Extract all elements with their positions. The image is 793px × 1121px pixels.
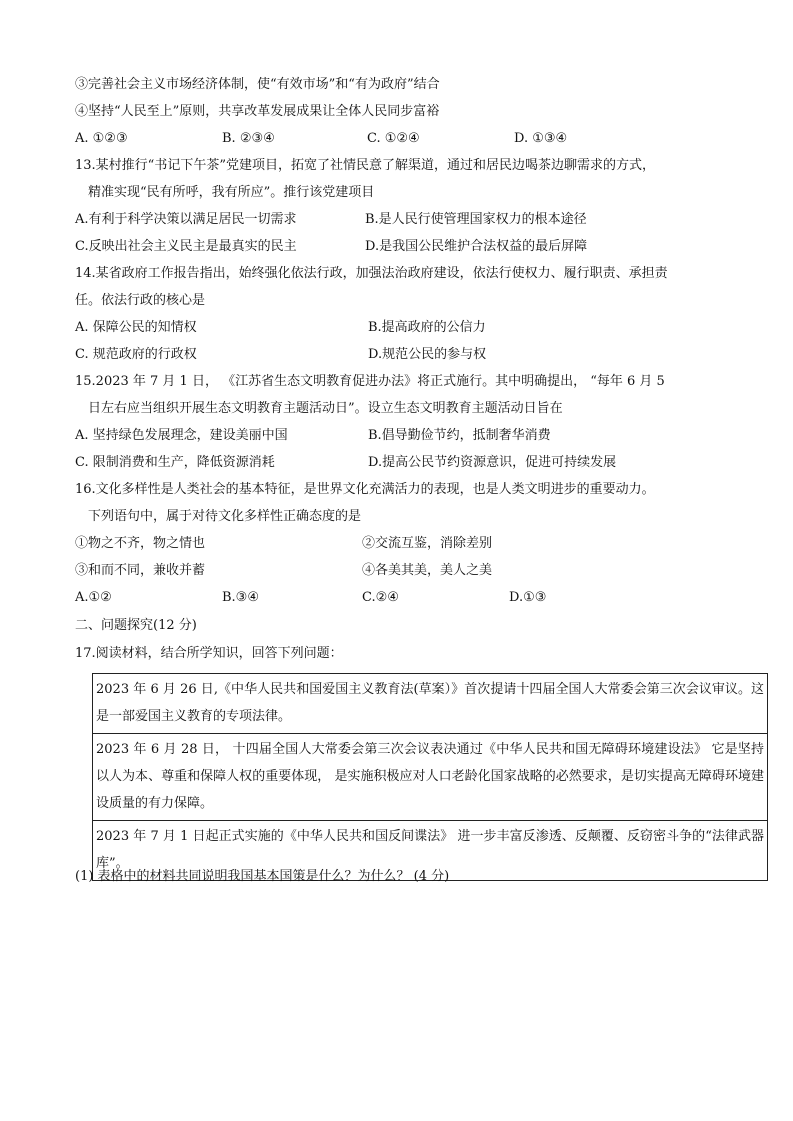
- q14-option-c: C. 规范政府的行政权: [75, 347, 197, 362]
- table-row: [93, 734, 768, 821]
- q16-stem-line2: 下列语句中，属于对待文化多样性正确态度的是: [88, 509, 362, 524]
- q12-item-3: ③完善社会主义市场经济体制，使“有效市场”和“有为政府”结合: [75, 77, 440, 92]
- q17-prompt: 17.阅读材料，结合所学知识，回答下列问题：: [75, 646, 343, 661]
- q15-option-b: B.倡导勤俭节约，抵制奢华消费: [368, 428, 551, 443]
- q14-option-b: B.提高政府的公信力: [368, 320, 486, 335]
- q13-stem-line2: 精准实现“民有所呼，我有所应”。推行该党建项目: [88, 185, 375, 200]
- q16-option-b: B.③④: [222, 590, 259, 605]
- q14-option-d: D.规范公民的参与权: [368, 347, 487, 362]
- q16-statement-4: ④各美其美，美人之美: [362, 563, 493, 578]
- q16-option-c: C.②④: [362, 590, 399, 605]
- q15-option-a: A. 坚持绿色发展理念，建设美丽中国: [75, 428, 288, 443]
- q15-option-d: D.提高公民节约资源意识，促进可持续发展: [368, 455, 617, 470]
- q17-material-table: [92, 673, 768, 881]
- q16-statement-2: ②交流互鉴，消除差别: [362, 536, 493, 551]
- q14-stem-line2: 任。依法行政的核心是: [75, 293, 206, 308]
- q13-option-b: B.是人民行使管理国家权力的根本途径: [365, 212, 587, 227]
- q15-stem-line1: 15.2023 年 7 月 1 日， 《江苏省生态文明教育促进办法》将正式施行。其中明确提出， “每年 6 月 5: [75, 374, 665, 389]
- q16-option-d: D.①③: [509, 590, 547, 605]
- table-row: [93, 674, 768, 734]
- q17-material-2: 2023 年 6 月 28 日， 十四届全国人大常委会第三次会议表决通过《中华人民共和国无障碍环境建设法》 它是坚持以人为本、尊重和保障人权的重要体现， 是实施积极应对人口老龄化国家战略的必然要求，是切实提高无障碍环境建设质量的有力保障。: [93, 734, 768, 821]
- q14-option-a: A. 保障公民的知情权: [75, 320, 197, 335]
- q16-stem-line1: 16.文化多样性是人类社会的基本特征，是世界文化充满活力的表现，也是人类文明进步的重要动力。: [75, 482, 655, 497]
- q13-option-c: C.反映出社会主义民主是最真实的民主: [75, 239, 297, 254]
- q15-option-c: C. 限制消费和生产，降低资源消耗: [75, 455, 275, 470]
- q12-item-4: ④坚持“人民至上”原则，共享改革发展成果让全体人民同步富裕: [75, 104, 440, 119]
- q12-option-c: C. ①②④: [367, 131, 420, 146]
- q12-option-a: A. ①②③: [75, 131, 128, 146]
- q15-stem-line2: 日左右应当组织开展生态文明教育主题活动日”。设立生态文明教育主题活动日旨在: [88, 401, 563, 416]
- q14-stem-line1: 14.某省政府工作报告指出，始终强化依法行政，加强法治政府建设，依法行使权力、履行职责、承担责: [75, 266, 668, 281]
- q16-statement-1: ①物之不齐，物之情也: [75, 536, 206, 551]
- q16-option-a: A.①②: [75, 590, 112, 605]
- q16-statement-3: ③和而不同，兼收并蓄: [75, 563, 206, 578]
- q17-subquestion-1: (1) 表格中的材料共同说明我国基本国策是什么？为什么？ (4 分): [75, 869, 450, 884]
- q13-option-d: D.是我国公民维护合法权益的最后屏障: [365, 239, 588, 254]
- q13-stem-line1: 13.某村推行“书记下午茶”党建项目，拓宽了社情民意了解渠道，通过和居民边喝茶边聊需求的方式，: [75, 158, 655, 173]
- q13-option-a: A.有利于科学决策以满足居民一切需求: [75, 212, 297, 227]
- q12-option-d: D. ①③④: [514, 131, 568, 146]
- q17-material-3: 2023 年 7 月 1 日起正式实施的《中华人民共和国反间谍法》 进一步丰富反渗透、反颠覆、反窃密斗争的“法律武器库”。: [93, 821, 768, 881]
- q12-option-b: B. ②③④: [222, 131, 275, 146]
- q17-material-1: 2023 年 6 月 26 日,《中华人民共和国爱国主义教育法(草案）》首次提请十四届全国人大常委会第三次会议审议。这是一部爱国主义教育的专项法律。: [93, 674, 768, 734]
- section-2-heading: 二、问题探究(12 分): [75, 618, 197, 633]
